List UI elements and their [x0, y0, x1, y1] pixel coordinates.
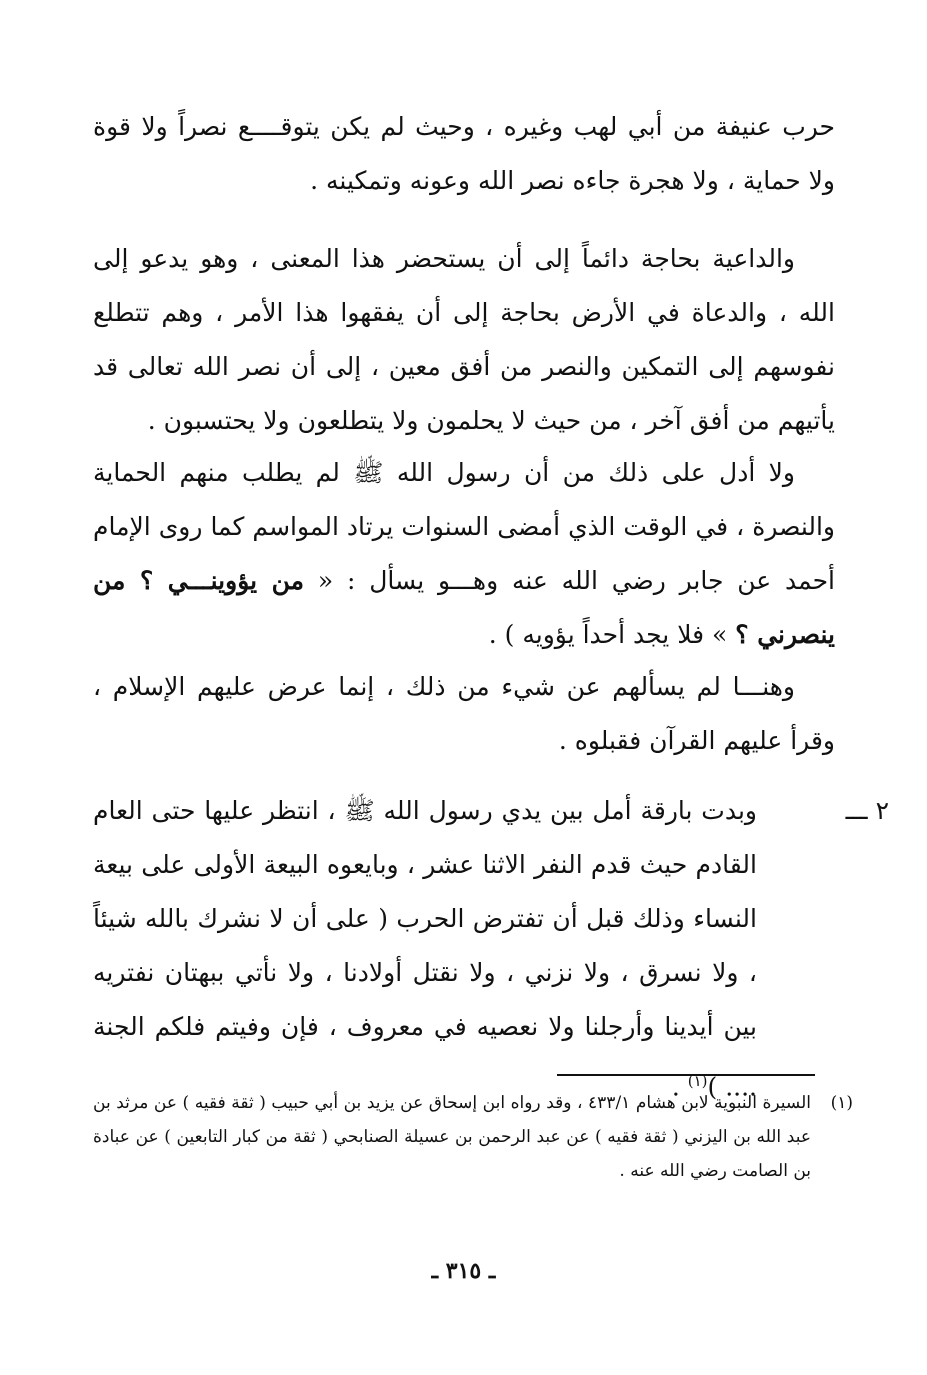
paragraph-3-text-end: » فلا يجد أحداً يؤويه ) .	[488, 620, 736, 649]
hadith-quote: من يؤوينـــي ؟ من ينصرني ؟	[93, 566, 835, 649]
footnote-text: السيرة النبوية لابن هشام ٤٣٣/١ ، وقد رواه ابن إسحاق عن يزيد بن أبي حبيب ( ثقة فقيه ) عن مرثد بن عبد الله بن اليزني ( ثقة فقيه ) عن عبد الرحمن بن عسيلة الصنابحي ( ثقة من كبار التابعين ) عن عبادة بن الصامت رضي الله عنه .	[93, 1093, 811, 1181]
paragraph-1: حرب عنيفة من أبي لهب وغيره ، وحيث لم يكن يتوقــــع نصراً ولا قوة ولا حماية ، ولا هجرة جاءه نصر الله وعونه وتمكينه .	[93, 112, 835, 195]
numbered-paragraph-2	[93, 784, 889, 1114]
paragraph-4: وهنـــا لم يسألهم عن شيء من ذلك ، إنما عرض عليهم الإسلام ، وقرأ عليهم القرآن فقبلوه .	[93, 672, 835, 755]
paragraph-3	[93, 446, 835, 662]
footnote-separator	[557, 1074, 815, 1076]
footnote-number: (١)	[830, 1093, 853, 1113]
paragraph-5-text: وبدت بارقة أمل بين يدي رسول الله ﷺ ، انتظر عليها حتى العام القادم حيث قدم النفر الاثنا عشر ، وبايعوه البيعة الأولى على بيعة النساء وذلك قبل أن تفترض الحرب ( على أن لا نشرك بالله شيئاً ، ولا نسرق ، ولا نزني ، ولا نقتل أولادنا ، ولا نأتي ببهتان نفتريه بين أيدينا وأرجلنا ولا نعصيه في معروف ، فإن وفيتم فلكم الجنة .... )	[93, 796, 757, 1102]
footnote	[93, 1086, 853, 1188]
paragraph-3-text-start: ولا أدل على ذلك من أن رسول الله ﷺ لم يطلب منهم الحماية والنصرة ، في الوقت الذي أمضى السنوات يرتاد المواسم كما روى الإمام أحمد عن جابر رضي الله عنه وهـــو يسأل : «	[93, 458, 835, 595]
item-number: ٢ ـــ	[845, 796, 889, 825]
page-number: ـ ٣١٥ ـ	[431, 1258, 496, 1284]
paragraph-5	[93, 784, 757, 1114]
paragraph-2: والداعية بحاجة دائماً إلى أن يستحضر هذا المعنى ، وهو يدعو إلى الله ، والدعاة في الأرض بحاجة إلى أن يفقهوا هذا الأمر ، وهم تتطلع نفوسهم إلى التمكين والنصر من أفق معين ، إلى أن نصر الله تعالى قد يأتيهم من أفق آخر ، من حيث لا يحلمون ولا يتطلعون ولا يحتسبون .	[93, 244, 836, 435]
footnote-reference[interactable]: (١)	[687, 1072, 708, 1090]
paragraph-5-end: .	[671, 1072, 688, 1102]
